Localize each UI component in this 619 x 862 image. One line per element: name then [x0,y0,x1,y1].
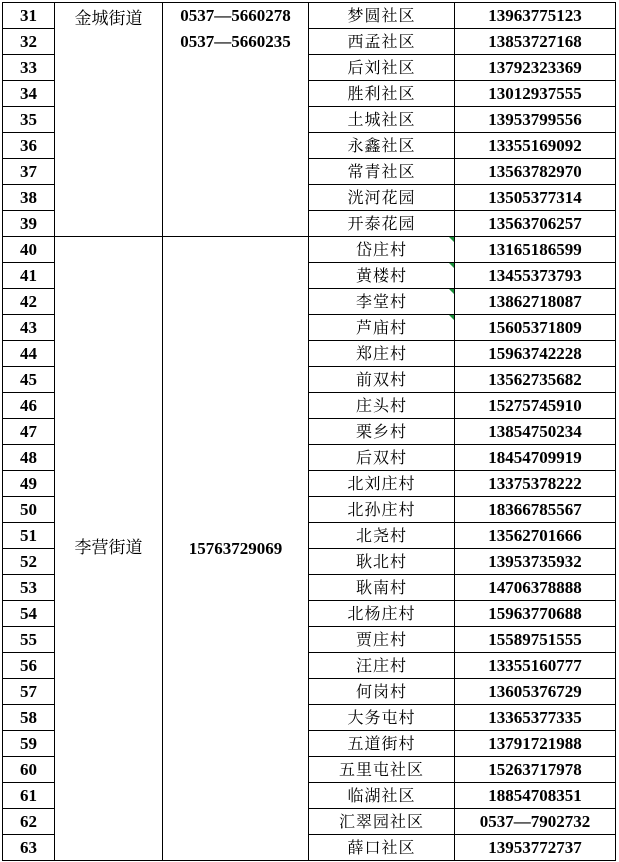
community-name [309,575,455,601]
contact-phone: 13605376729 [455,679,616,705]
community-name [309,393,455,419]
street-office-phone [163,3,309,237]
cell-comment-marker-icon [449,263,454,268]
contact-phone: 13963775123 [455,3,616,29]
community-label: 芦庙村 [355,318,407,337]
contact-phone: 13355169092 [455,133,616,159]
community-label: 北尧村 [355,526,407,545]
community-name [309,731,455,757]
community-name [309,601,455,627]
row-number: 32 [3,29,55,55]
row-number: 44 [3,341,55,367]
office-phone-number: 15763729069 [188,538,283,558]
community-name [309,757,455,783]
community-label: 开泰花园 [347,214,416,233]
community-label: 西孟社区 [347,32,416,51]
row-number: 47 [3,419,55,445]
community-name [309,627,455,653]
row-number: 58 [3,705,55,731]
community-name [309,185,455,211]
row-number: 39 [3,211,55,237]
contact-phone: 14706378888 [455,575,616,601]
community-name [309,3,455,29]
community-name [309,289,455,315]
row-number: 31 [3,3,55,29]
row-number: 46 [3,393,55,419]
contact-phone: 18366785567 [455,497,616,523]
community-name [309,471,455,497]
contact-phone: 13165186599 [455,237,616,263]
contact-phone: 13853727168 [455,29,616,55]
row-number: 33 [3,55,55,81]
community-name [309,29,455,55]
row-number: 41 [3,263,55,289]
office-phone-number: 0537—5660235 [180,32,291,51]
contact-phone: 13012937555 [455,81,616,107]
row-number: 34 [3,81,55,107]
community-label: 后刘社区 [347,58,416,77]
community-label: 五道街村 [347,734,416,753]
contact-phone: 15605371809 [455,315,616,341]
row-number: 40 [3,237,55,263]
row-number: 61 [3,783,55,809]
community-name [309,549,455,575]
table-body [3,3,616,861]
contact-phone: 15275745910 [455,393,616,419]
row-number: 62 [3,809,55,835]
contact-phone: 15963742228 [455,341,616,367]
community-name [309,211,455,237]
street-office-phone [163,237,309,861]
street-name: 李营街道 [55,237,163,861]
contact-phone: 13562735682 [455,367,616,393]
contact-phone: 13792323369 [455,55,616,81]
community-name [309,523,455,549]
contact-phone: 15589751555 [455,627,616,653]
community-label: 北杨庄村 [347,604,416,623]
community-label: 贾庄村 [355,630,407,649]
row-number: 38 [3,185,55,211]
contact-phone: 13953799556 [455,107,616,133]
community-label: 梦圆社区 [347,6,416,25]
row-number: 35 [3,107,55,133]
community-name [309,419,455,445]
row-number: 42 [3,289,55,315]
community-label: 永鑫社区 [347,136,416,155]
contact-phone: 13375378222 [455,471,616,497]
contact-phone: 15263717978 [455,757,616,783]
contact-phone: 13854750234 [455,419,616,445]
row-number: 55 [3,627,55,653]
community-label: 北孙庄村 [347,500,416,519]
community-label: 庄头村 [355,396,407,415]
cell-comment-marker-icon [449,289,454,294]
contact-phone: 13791721988 [455,731,616,757]
community-name [309,107,455,133]
community-name [309,835,455,861]
community-label: 黄楼村 [355,266,407,285]
community-label: 常青社区 [347,162,416,181]
table-row [3,237,616,263]
row-number: 51 [3,523,55,549]
community-label: 汇翠园社区 [338,812,424,831]
row-number: 50 [3,497,55,523]
row-number: 60 [3,757,55,783]
community-name [309,159,455,185]
community-name [309,341,455,367]
contact-phone: 18454709919 [455,445,616,471]
row-number: 43 [3,315,55,341]
contact-table [2,2,616,861]
row-number: 37 [3,159,55,185]
community-label: 岱庄村 [355,240,407,259]
community-name [309,367,455,393]
community-name [309,809,455,835]
community-label: 耿南村 [355,578,407,597]
contact-phone: 13862718087 [455,289,616,315]
row-number: 49 [3,471,55,497]
row-number: 59 [3,731,55,757]
community-label: 前双村 [355,370,407,389]
contact-phone: 13563782970 [455,159,616,185]
table-row [3,3,616,29]
contact-phone: 13562701666 [455,523,616,549]
contact-phone: 13455373793 [455,263,616,289]
row-number: 48 [3,445,55,471]
row-number: 56 [3,653,55,679]
community-label: 临湖社区 [347,786,416,805]
street-name: 金城街道 [55,3,163,237]
community-label: 洸河花园 [347,188,416,207]
contact-phone: 13505377314 [455,185,616,211]
contact-phone: 13953735932 [455,549,616,575]
community-name [309,237,455,263]
row-number: 53 [3,575,55,601]
row-number: 36 [3,133,55,159]
community-name [309,705,455,731]
community-name [309,679,455,705]
contact-phone: 18854708351 [455,783,616,809]
community-label: 薛口社区 [347,838,416,857]
community-label: 大务屯村 [347,708,416,727]
community-label: 李堂村 [355,292,407,311]
contact-phone: 13355160777 [455,653,616,679]
community-name [309,315,455,341]
row-number: 54 [3,601,55,627]
row-number: 57 [3,679,55,705]
row-number: 52 [3,549,55,575]
community-name [309,133,455,159]
community-label: 五里屯社区 [338,760,424,779]
community-label: 胜利社区 [347,84,416,103]
community-label: 何岗村 [355,682,407,701]
community-label: 栗乡村 [355,422,407,441]
community-label: 汪庄村 [355,656,407,675]
community-label: 郑庄村 [355,344,407,363]
community-label: 后双村 [355,448,407,467]
community-name [309,55,455,81]
contact-phone: 0537—7902732 [455,809,616,835]
community-label: 北刘庄村 [347,474,416,493]
community-name [309,81,455,107]
cell-comment-marker-icon [449,315,454,320]
cell-comment-marker-icon [449,237,454,242]
contact-phone: 13953772737 [455,835,616,861]
community-label: 土城社区 [347,110,416,129]
community-name [309,783,455,809]
community-name [309,497,455,523]
contact-phone: 15963770688 [455,601,616,627]
row-number: 45 [3,367,55,393]
row-number: 63 [3,835,55,861]
office-phone-number: 0537—5660278 [180,6,291,25]
community-name [309,445,455,471]
contact-phone: 13563706257 [455,211,616,237]
community-label: 耿北村 [355,552,407,571]
community-name [309,653,455,679]
contact-phone: 13365377335 [455,705,616,731]
community-name [309,263,455,289]
